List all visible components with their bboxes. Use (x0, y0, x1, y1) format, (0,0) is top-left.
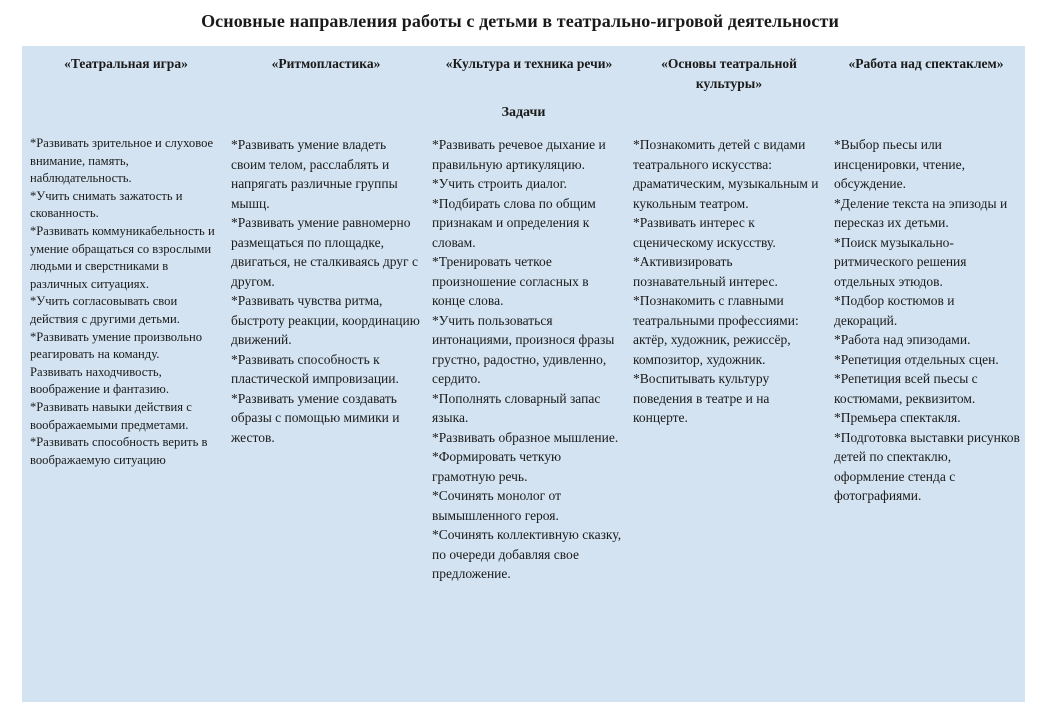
column-tasks-speech-culture (432, 135, 622, 584)
task-item: *Деление текста на эпизоды и пересказ их детьми. (834, 195, 1008, 230)
task-item: *Развивать зрительное и слуховое внимание, память, наблюдательность. (30, 136, 214, 186)
task-item: *Тренировать четкое произношение согласных в конце слова. (432, 254, 589, 308)
task-item: *Сочинять монолог от вымышленного героя. (432, 488, 561, 523)
task-item: *Учить снимать зажатость и скованность. (30, 188, 183, 221)
task-item: *Развивать умение произвольно реагировать на команду. (30, 329, 203, 362)
task-item: *Формировать четкую грамотную речь. (432, 449, 562, 484)
task-item: *Познакомить детей с видами театрального искусства: драматическим, музыкальным и кукольным театром. (633, 137, 819, 211)
task-item: *Репетиция всей пьесы с костюмами, реквизитом. (834, 371, 978, 406)
column-heading-theatre-culture: «Основы театральной культуры» (661, 56, 797, 91)
task-item: *Воспитывать культуру поведения в театре и на концерте. (633, 371, 770, 425)
task-item: *Развивать речевое дыхание и правильную артикуляцию. (432, 137, 606, 172)
task-item: *Учить пользоваться интонациями, произнося фразы грустно, радостно, удивленно, сердито. (432, 312, 615, 386)
task-item: *Подбирать слова по общим признакам и определения к словам. (432, 195, 596, 250)
task-item: *Развивать умение создавать образы с помощью мимики и жестов. (231, 390, 400, 445)
task-item: *Развивать чувства ритма, быстроту реакции, координацию движений. (231, 293, 420, 347)
task-item: *Активизировать познавательный интерес. (633, 254, 778, 289)
task-item: *Подготовка выставки рисунков детей по спектаклю, оформление стенда с фотографиями. (834, 429, 1020, 503)
task-item: *Познакомить с главными театральными профессиями: актёр, художник, режиссёр, композитор, художник. (633, 293, 799, 367)
task-item: *Развивать умение владеть своим телом, расслаблять и напрягать различные группы мышц. (231, 137, 398, 211)
task-item: *Развивать способность к пластической импровизации. (231, 351, 399, 386)
task-item: *Учить согласовывать свои действия с другими детьми. (30, 294, 180, 326)
tasks-subtitle: Задачи (501, 105, 546, 120)
column-heading-rhythmoplastics: «Ритмопластика» (271, 56, 381, 71)
task-item: *Развивать образное мышление. (432, 429, 619, 445)
task-item: *Пополнять словарный запас языка. (432, 390, 601, 425)
column-heading-speech-culture: «Культура и техника речи» (445, 56, 613, 71)
column-tasks-theatre-culture (633, 135, 825, 428)
task-item: *Подбор костюмов и декораций. (834, 293, 955, 328)
task-item: *Развивать способность верить в воображаемую ситуацию (30, 435, 208, 467)
task-item: *Развивать умение равномерно размещаться по площадке, двигаться, не сталкиваясь друг с другом. (231, 215, 418, 289)
task-item: *Репетиция отдельных сцен. (834, 351, 999, 367)
task-item: *Развивать коммуникабельность и умение обращаться со взрослыми людьми и сверстниками в различных ситуациях. (30, 223, 215, 291)
task-item: Развивать находчивость, воображение и фантазию. (30, 364, 169, 397)
task-item: *Работа над эпизодами. (834, 332, 971, 347)
column-tasks-performance-work (834, 135, 1020, 506)
page-title: Основные направления работы с детьми в театрально-игровой деятельности (201, 11, 839, 31)
task-item: *Развивать навыки действия с воображаемыми предметами. (30, 399, 192, 432)
column-heading-performance-work: «Работа над спектаклем» (848, 56, 1004, 71)
task-item: *Развивать интерес к сценическому искусству. (633, 215, 776, 250)
task-item: *Выбор пьесы или инсценировки, чтение, обсуждение. (834, 137, 966, 191)
column-tasks-rhythmoplastics (231, 135, 421, 447)
column-heading-theatre-game: «Театральная игра» (64, 56, 188, 71)
column-tasks-theatre-game (30, 135, 222, 469)
task-item: *Премьера спектакля. (834, 410, 961, 425)
task-item: *Сочинять коллективную сказку, по очереди добавляя свое предложение. (432, 527, 622, 581)
task-item: *Поиск музыкально-ритмического решения отдельных этюдов. (834, 234, 967, 289)
task-item: *Учить строить диалог. (432, 176, 568, 191)
directions-table (22, 46, 1025, 702)
